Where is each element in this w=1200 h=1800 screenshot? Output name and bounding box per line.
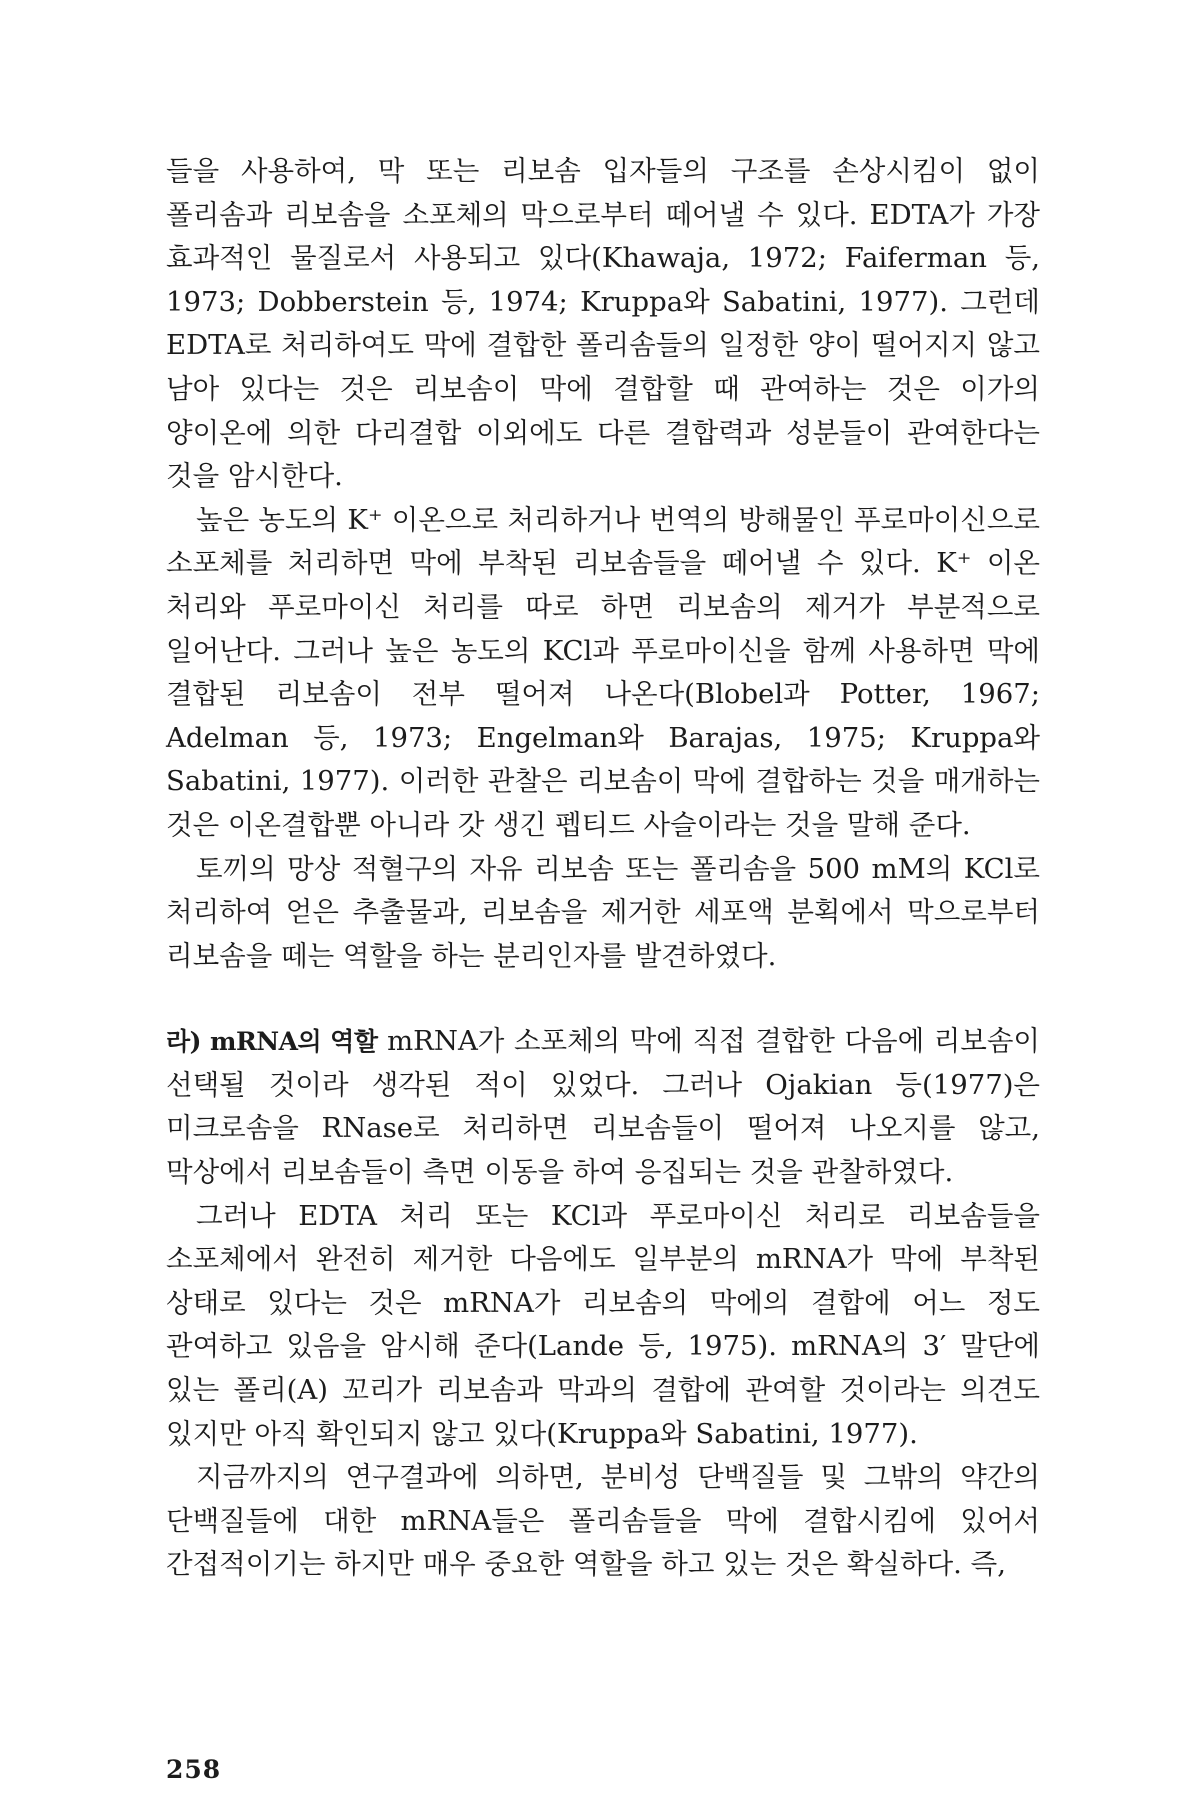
- section-heading: 라) mRNA의 역할: [166, 1027, 378, 1057]
- paragraph-edta: 들을 사용하여, 막 또는 리보솜 입자들의 구조를 손상시킴이 없이 폴리솜과 리보솜을 소포체의 막으로부터 떼어낼 수 있다. EDTA가 가장 효과적인 물질로서 사용되고 있다(Khawaja, 1972; Faiferman 등, 1973; Dobberstein 등, 1974; Kruppa와 Sabatini, 1977). 그런데 EDTA로 처리하여도 막에 결합한 폴리솜들의 일정한 양이 떨어지지 않고 남아 있다는 것은 리보솜이 막에 결합할 때 관여하는 것은 이가의 양이온에 의한 다리결합 이외에도 다른 결합력과 성분들이 관여한다는 것을 암시한다.: [166, 155, 1040, 493]
- paragraph-conclusion: 지금까지의 연구결과에 의하면, 분비성 단백질들 및 그밖의 약간의 단백질들에 대한 mRNA들은 폴리솜들을 막에 결합시킴에 있어서 간접적이기는 하지만 매우 중요한 역할을 하고 있는 것은 확실하다. 즉,: [166, 1461, 1040, 1581]
- page-body: [166, 150, 1040, 1587]
- paragraph-release-factor: 토끼의 망상 적혈구의 자유 리보솜 또는 폴리솜을 500 mM의 KCl로 처리하여 얻은 추출물과, 리보솜을 제거한 세포액 분획에서 막으로부터 리보솜을 떼는 역할을 하는 분리인자를 발견하였다.: [166, 852, 1040, 972]
- section-mrna-role: [166, 1020, 1040, 1194]
- paragraph-kcl-puromycin: 높은 농도의 K⁺ 이온으로 처리하거나 번역의 방해물인 푸로마이신으로 소포체를 처리하면 막에 부착된 리보솜들을 떼어낼 수 있다. K⁺ 이온 처리와 푸로마이신 처리를 따로 하면 리보솜의 제거가 부분적으로 일어난다. 그러나 높은 농도의 KCl과 푸로마이신을 함께 사용하면 막에 결합된 리보솜이 전부 떨어져 나온다(Blobel과 Potter, 1967; Adelman 등, 1973; Engelman와 Barajas, 1975; Kruppa와 Sabatini, 1977). 이러한 관찰은 리보솜이 막에 결합하는 것을 매개하는 것은 이온결합뿐 아니라 갓 생긴 펩티드 사슬이라는 것을 말해 준다.: [166, 503, 1040, 841]
- section-text: mRNA가 소포체의 막에 직접 결합한 다음에 리보솜이 선택될 것이라 생각된 적이 있었다. 그러나 Ojakian 등(1977)은 미크로솜을 RNase로 처리하면 리보솜들이 떨어져 나오지를 않고, 막상에서 리보솜들이 측면 이동을 하여 응집되는 것을 관찰하였다.: [166, 1025, 1041, 1189]
- paragraph-mrna-attachment: 그러나 EDTA 처리 또는 KCl과 푸로마이신 처리로 리보솜들을 소포체에서 완전히 제거한 다음에도 일부분의 mRNA가 막에 부착된 상태로 있다는 것은 mRNA가 리보솜의 막에의 결합에 어느 정도 관여하고 있음을 암시해 준다(Lande 등, 1975). mRNA의 3′ 말단에 있는 폴리(A) 꼬리가 리보솜과 막과의 결합에 관여할 것이라는 의견도 있지만 아직 확인되지 않고 있다(Kruppa와 Sabatini, 1977).: [166, 1199, 1040, 1450]
- page-number: 258: [166, 1755, 222, 1784]
